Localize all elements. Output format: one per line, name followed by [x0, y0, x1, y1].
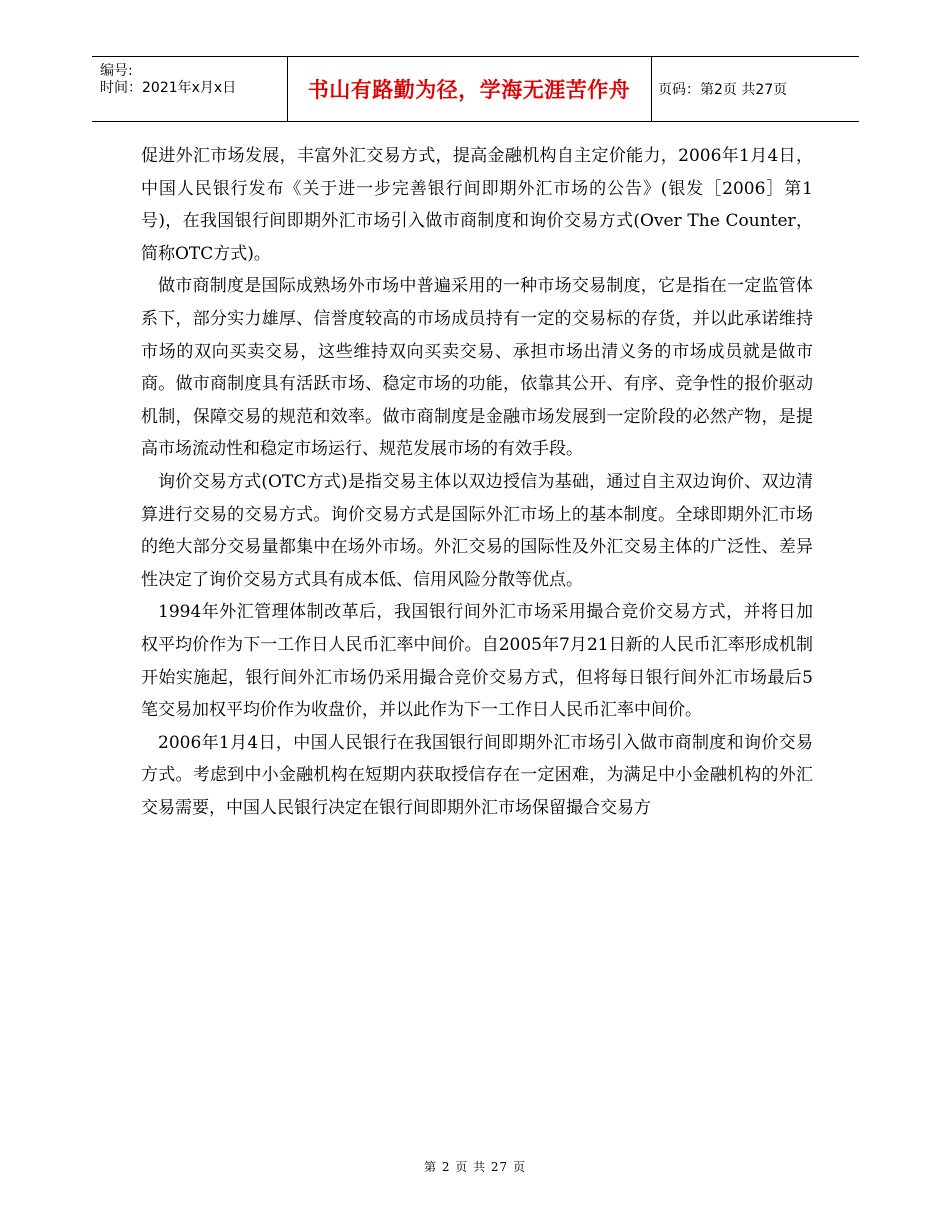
number-label: 编号: — [100, 63, 133, 79]
document-body — [141, 140, 813, 824]
header-page-info: 页码：第2页 共27页 — [658, 82, 788, 98]
paragraph-5: 2006年1月4日，中国人民银行在我国银行间即期外汇市场引入做市商制度和询价交易方式。考虑到中小金融机构在短期内获取授信存在一定困难，为满足中小金融机构的外汇交易需要，中国人民银行决定在银行间即期外汇市场保留撮合交易方 — [141, 732, 813, 818]
header-motto: 书山有路勤为径，学海无涯苦作舟 — [307, 78, 631, 102]
header-divider-right — [651, 57, 652, 121]
paragraph-3: 询价交易方式(OTC方式)是指交易主体以双边授信为基础，通过自主双边询价、双边清算进行交易的交易方式。询价交易方式是国际外汇市场上的基本制度。全球即期外汇市场的绝大部分交易量都集中在场外市场。外汇交易的国际性及外汇交易主体的广泛性、差异性决定了询价交易方式具有成本低、信用风险分散等优点。 — [141, 471, 813, 590]
time-line: 时间：2021年x月x日 — [100, 80, 237, 96]
paragraph-2: 做市商制度是国际成熟场外市场中普遍采用的一种市场交易制度，它是指在一定监管体系下，部分实力雄厚、信誉度较高的市场成员持有一定的交易标的存货，并以此承诺维持市场的双向买卖交易，这些维持双向买卖交易、承担市场出清义务的市场成员就是做市商。做市商制度具有活跃市场、稳定市场的功能，依靠其公开、有序、竞争性的报价驱动机制，保障交易的规范和效率。做市商制度是金融市场发展到一定阶段的必然产物，是提高市场流动性和稳定市场运行、规范发展市场的有效手段。 — [141, 276, 813, 460]
page-header — [92, 56, 859, 122]
paragraph-1: 促进外汇市场发展，丰富外汇交易方式，提高金融机构自主定价能力，2006年1月4日，中国人民银行发布《关于进一步完善银行间即期外汇市场的公告》(银发［2006］第1号)，在我国银行间即期外汇市场引入做市商制度和询价交易方式(Over The Counter，简称OTC方式)。 — [141, 146, 813, 264]
paragraph-4: 1994年外汇管理体制改革后，我国银行间外汇市场采用撮合竞价交易方式，并将日加权平均价作为下一工作日人民币汇率中间价。自2005年7月21日新的人民币汇率形成机制开始实施起，银行间外汇市场仍采用撮合竞价交易方式，但将每日银行间外汇市场最后5笔交易加权平均价作为收盘价，并以此作为下一工作日人民币汇率中间价。 — [141, 602, 813, 721]
page-footer: 第 2 页 共 27 页 — [424, 1160, 526, 1174]
header-meta — [100, 63, 285, 97]
